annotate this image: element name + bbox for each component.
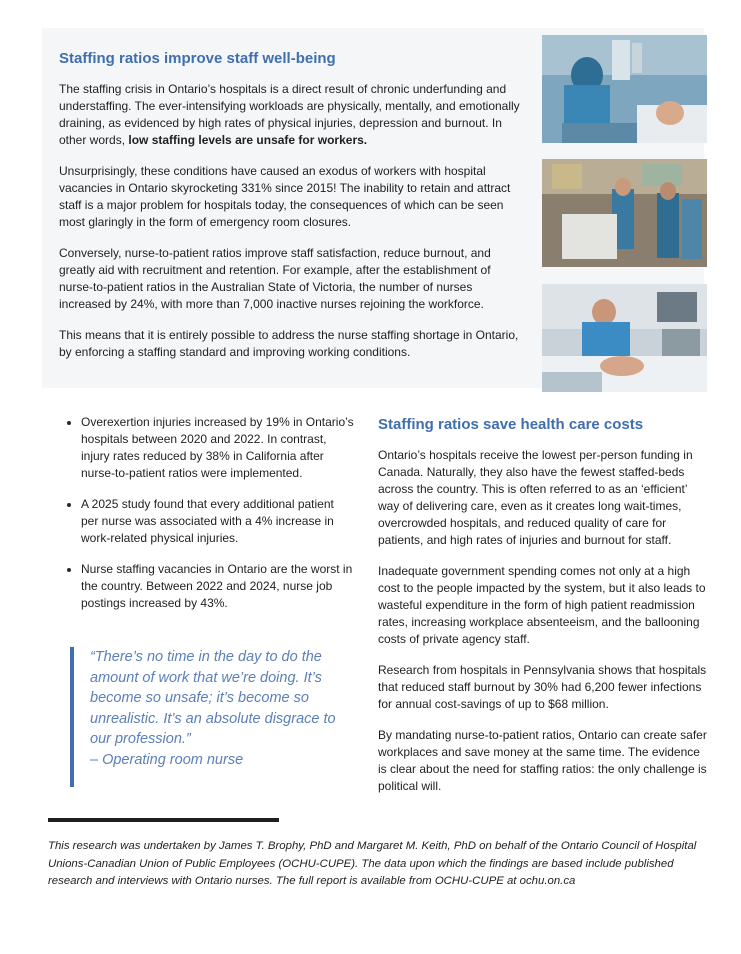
paragraph: By mandating nurse-to-patient ratios, Ontario can create safer workplaces and save money at the same time. The evidence is clear about the need for staffing ratios: the only challenge is political will. [378,728,707,793]
paragraph: Inadequate government spending comes not only at a high cost to the people impacted by the system, but it also leads to wasteful expenditure in the form of high patient readmission rates, increasing workplace absenteeism, and the ballooning costs of private agency staff. [378,564,706,646]
quote-attribution: – Operating room nurse [90,751,244,768]
list-item-text: Overexertion injuries increased by 19% in Ontario’s hospitals between 2020 and 2022. In contrast, injury rates reduced by 38% in California after nurse-to-patient ratios were implemented. [81,415,354,480]
bullet-icon [67,503,71,507]
paragraph [59,81,524,149]
nurse-quote [70,647,350,787]
paragraph: Ontario’s hospitals receive the lowest per-person funding in Canada. Naturally, they also have the fewest staffed-beds across the country. This is often referred to as an ‘efficient’ way of delivering care, even as it creates long wait-times, overcrowded hospitals, and reduced quality of care for patients, and high rates of injuries and burnout for staff. [378,448,693,547]
paragraph-text: The staffing crisis in Ontario’s hospitals is a direct result of chronic underfunding and understaffing. The ever-intensifying workloads are physically, mentally, and emotionally draining, as evidenced by high rates of physical injuries, depression and burnout. In other words, [59,82,520,147]
section-heading-costs: Staffing ratios save health care costs [378,416,644,433]
section-heading-wellbeing: Staffing ratios improve staff well-being [59,50,336,67]
footer-divider [48,818,279,822]
bold-statement: low staffing levels are unsafe for workers. [128,133,368,147]
bullet-icon [67,421,71,425]
health-costs-section [378,416,708,809]
bullet-icon [67,568,71,572]
photo-nurse-patient-care [542,284,707,392]
photo-nurse-iv-pump [542,35,707,143]
list-item [64,561,354,612]
statistics-bullet-list [64,414,354,626]
paragraph: Unsurprisingly, these conditions have caused an exodus of workers with hospital vacancies in Ontario skyrocketing 331% since 2015! The inability to retain and attract staff is a major problem for hospitals today, the consequences of which can be seen most glaringly in the form of emergency room closures. [59,164,511,229]
paragraph: Research from hospitals in Pennsylvania shows that hospitals that reduced staff burnout by 30% had 6,200 fewer infections for annual cost-savings of up to $68 million. [378,663,707,711]
staff-wellbeing-section [59,50,524,375]
footer-note: This research was undertaken by James T. Brophy, PhD and Margaret M. Keith, PhD on behalf of the Ontario Council of Hospital Unions-Canadian Union of Public Employees (OCHU-CUPE). The data upon which the findings are based include published research and interviews with Ontario nurses. The full report is available from OCHU-CUPE at ochu.on.ca [48,840,697,887]
list-item [64,414,354,482]
quote-text: “There’s no time in the day to do the amount of work that we’re doing. It’s become so unsafe; it’s become so unrealistic. It’s an absolute disgrace to our profession.” [90,649,336,747]
list-item-text: A 2025 study found that every additional patient per nurse was associated with a 4% increase in work-related physical injuries. [81,497,334,545]
paragraph: Conversely, nurse-to-patient ratios improve staff satisfaction, reduce burnout, and greatly aid with recruitment and retention. For example, after the establishment of nurse-to-patient ratios in the Australian State of Victoria, the number of nurses increased by 24%, with more than 7,000 inactive nurses rejoining the workforce. [59,246,491,311]
list-item [64,496,354,547]
photo-hospital-hallway [542,159,707,267]
list-item-text: Nurse staffing vacancies in Ontario are the worst in the country. Between 2022 and 2024, nurse job postings increased by 43%. [81,562,353,610]
paragraph: This means that it is entirely possible to address the nurse staffing shortage in Ontario, by enforcing a staffing standard and improving working conditions. [59,328,519,359]
